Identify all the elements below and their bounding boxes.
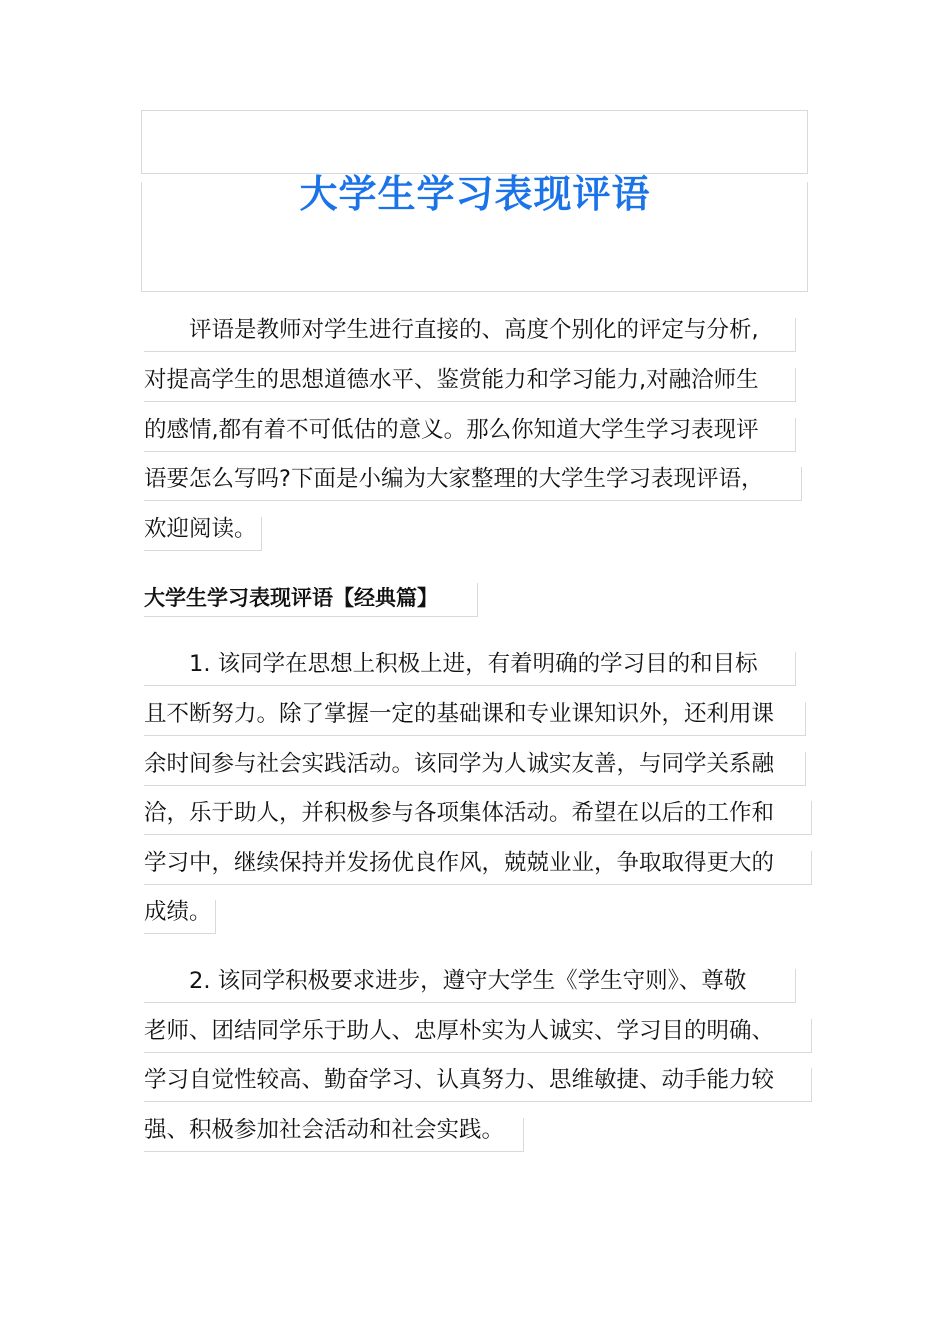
intro-line: 语要怎么写吗?下面是小编为大家整理的大学生学习表现评语，	[144, 466, 764, 492]
item2-line: 学习自觉性较高、勤奋学习、认真努力、思维敏捷、动手能力较	[144, 1067, 775, 1093]
item1-line: 洽，乐于助人，并积极参与各项集体活动。希望在以后的工作和	[144, 800, 775, 826]
item1-line: 1. 该同学在思想上积极上进，有着明确的学习目的和目标	[189, 651, 758, 677]
item1-line: 成绩。	[144, 899, 212, 925]
item1-line: 余时间参与社会实践活动。该同学为人诚实友善，与同学关系融	[144, 751, 775, 777]
intro-line: 对提高学生的思想道德水平、鉴赏能力和学习能力,对融洽师生	[144, 367, 759, 393]
item2-line: 强、积极参加社会活动和社会实践。	[144, 1117, 505, 1143]
intro-line: 欢迎阅读。	[144, 516, 257, 542]
section-heading: 大学生学习表现评语【经典篇】	[144, 586, 438, 610]
item2-line: 2. 该同学积极要求进步，遵守大学生《学生守则》、尊敬	[189, 968, 747, 994]
intro-line: 评语是教师对学生进行直接的、高度个别化的评定与分析,	[189, 317, 759, 343]
title-frame-top	[141, 110, 808, 174]
item1-line: 学习中，继续保持并发扬优良作风，兢兢业业，争取取得更大的	[144, 850, 775, 876]
item1-line: 且不断努力。除了掌握一定的基础课和专业课知识外，还利用课	[144, 701, 775, 727]
intro-line: 的感情,都有着不可低估的意义。那么你知道大学生学习表现评	[144, 417, 759, 443]
item2-line: 老师、团结同学乐于助人、忠厚朴实为人诚实、学习目的明确、	[144, 1018, 775, 1044]
page-title: 大学生学习表现评语	[299, 172, 651, 216]
